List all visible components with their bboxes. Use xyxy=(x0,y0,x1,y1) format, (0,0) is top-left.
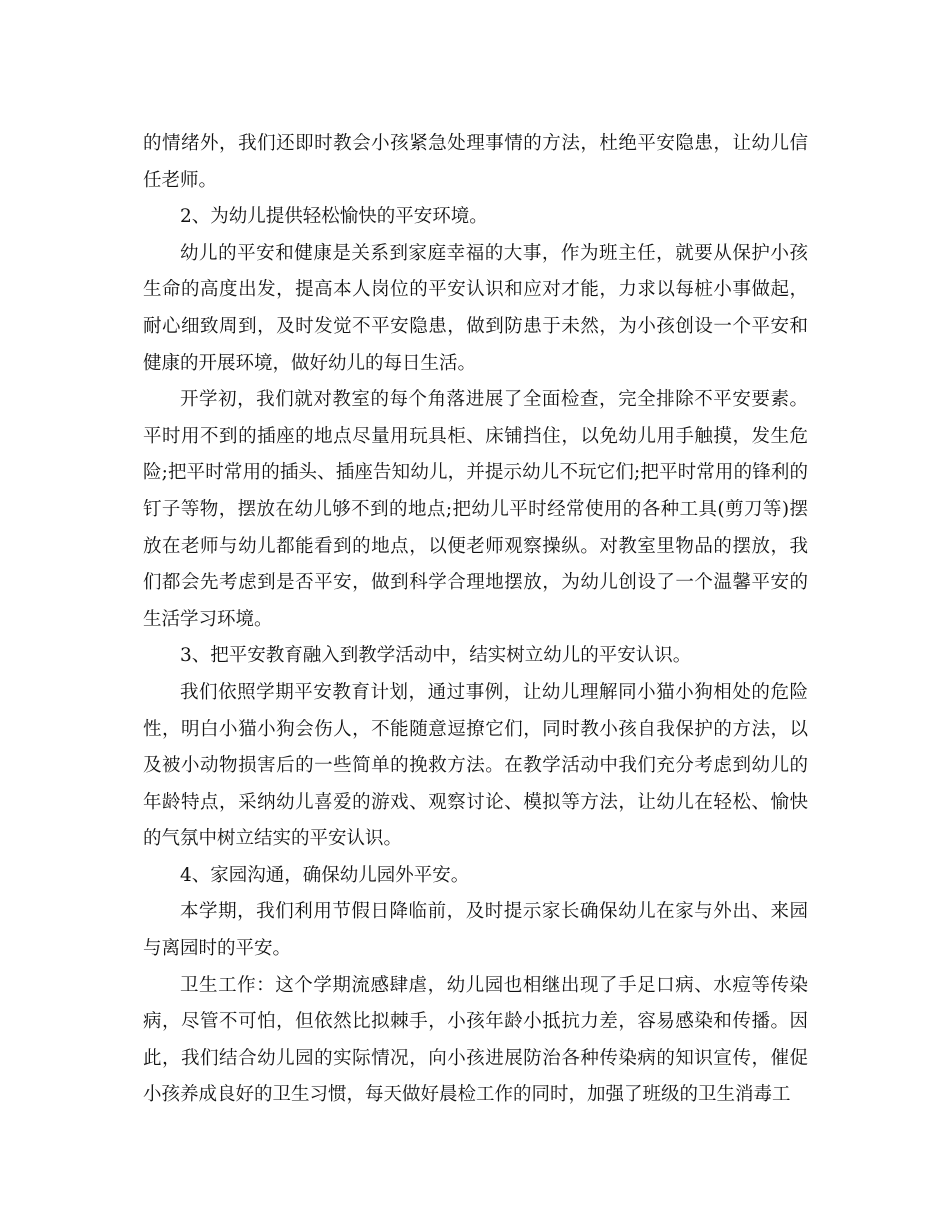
paragraph-hygiene: 卫生工作：这个学期流感肆虐，幼儿园也相继出现了手足口病、水痘等传染病，尽管不可怕，但依然比拟棘手，小孩年龄小抵抗力差，容易感染和传播。因此，我们结合幼儿园的实际情况，向小孩进展防治各种传染病的知识宣传，催促小孩养成良好的卫生习惯，每天做好晨检工作的同时，加强了班级的卫生消毒工 xyxy=(143,974,808,1106)
paragraph-continuation: 的情绪外，我们还即时教会小孩紧急处理事情的方法，杜绝平安隐患，让幼儿信任老师。 xyxy=(143,133,808,191)
section-heading-3: 3、把平安教育融入到教学活动中，结实树立幼儿的平安认识。 xyxy=(180,645,692,667)
paragraph: 本学期，我们利用节假日降临前，及时提示家长确保幼儿在家与外出、来园与离园时的平安。 xyxy=(143,901,808,960)
section-heading-2: 2、为幼儿提供轻松愉快的平安环境。 xyxy=(180,206,488,228)
paragraph: 幼儿的平安和健康是关系到家庭幸福的大事，作为班主任，就要从保护小孩生命的高度出发，提高本人岗位的平安认识和应对才能，力求以每桩小事做起，耐心细致周到，及时发觉不平安隐患，做到防患于未然，为小孩创设一个平安和健康的开展环境，做好幼儿的每日生活。 xyxy=(143,242,808,374)
paragraph: 我们依照学期平安教育计划，通过事例，让幼儿理解同小猫小狗相处的危险性，明白小猫小狗会伤人，不能随意逗撩它们，同时教小孩自我保护的方法，以及被小动物损害后的一些简单的挽救方法。在教学活动中我们充分考虑到幼儿的年龄特点，采纳幼儿喜爱的游戏、观察讨论、模拟等方法，让幼儿在轻松、愉快的气氛中树立结实的平安认识。 xyxy=(143,681,808,850)
paragraph: 开学初，我们就对教室的每个角落进展了全面检查，完全排除不平安要素。平时用不到的插座的地点尽量用玩具柜、床铺挡住，以免幼儿用手触摸，发生危险;把平时常用的插头、插座告知幼儿，并提示幼儿不玩它们;把平时常用的锋利的钉子等物，摆放在幼儿够不到的地点;把幼儿平时经常使用的各种工具(剪刀等)摆放在老师与幼儿都能看到的地点，以便老师观察操纵。对教室里物品的摆放，我们都会先考虑到是否平安，做到科学合理地摆放，为幼儿创设了一个温馨平安的生活学习环境。 xyxy=(143,389,808,630)
section-heading-4: 4、家园沟通，确保幼儿园外平安。 xyxy=(180,864,470,886)
document-body xyxy=(143,126,808,1114)
